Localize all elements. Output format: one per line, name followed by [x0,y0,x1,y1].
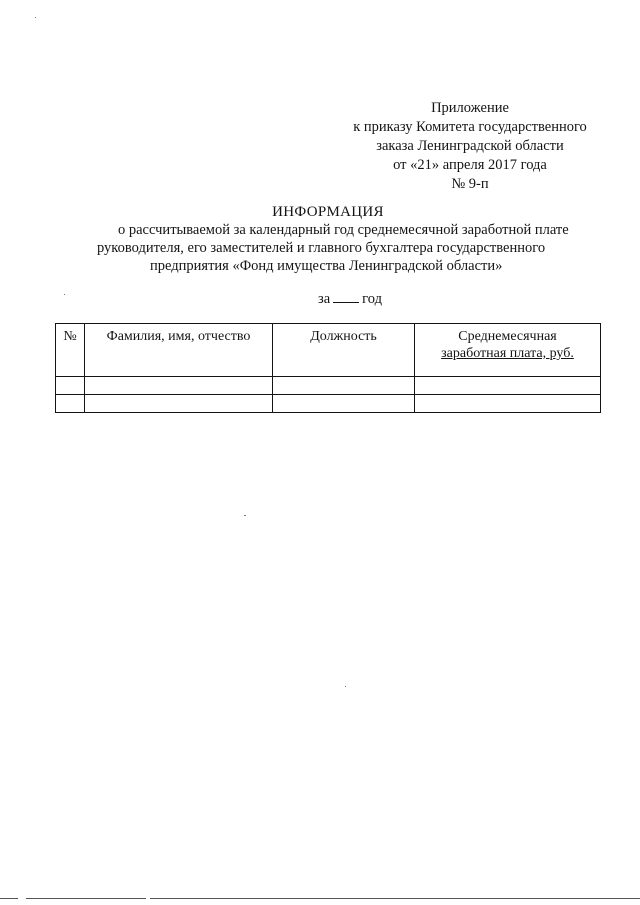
subtitle-line-1: о рассчитываемой за календарный год среднемесячной заработной плате [118,222,569,238]
header-number [56,324,85,377]
table-cell [85,377,273,395]
scan-edge-line [0,898,18,899]
table-cell [56,377,85,395]
table-cell [273,395,415,413]
table-row [56,377,601,395]
header-full-name-text: Фамилия, имя, отчество [106,329,251,344]
document-title: ИНФОРМАЦИЯ [272,204,384,220]
table-cell [273,377,415,395]
period-suffix: год [362,291,382,307]
order-date: от «21» апреля 2017 года [393,157,547,173]
header-position-text: Должность [310,329,377,344]
subtitle-line-2: руководителя, его заместителей и главного бухгалтера государственного [97,240,546,256]
scan-speck [345,686,346,687]
appendix-label: Приложение [431,100,509,116]
scan-edge-line [26,898,146,899]
table-cell [415,395,601,413]
header-salary-line-2: заработная плата, руб. [441,346,574,361]
header-salary-line-1: Среднемесячная [458,329,557,344]
scan-speck [35,17,36,18]
table-cell [415,377,601,395]
period-line [318,290,382,308]
salary-table [55,323,601,413]
scan-speck [244,515,246,516]
header-salary [415,324,601,377]
order-number: № 9-п [451,176,489,192]
scan-speck [64,294,65,295]
subtitle-line-3: предприятия «Фонд имущества Ленинградской области» [150,258,503,274]
table-cell [56,395,85,413]
header-full-name [85,324,273,377]
header-salary-text [415,324,600,362]
table-cell [85,395,273,413]
committee-name: заказа Ленинградской области [376,138,564,154]
header-number-text: № [63,329,77,344]
header-position [273,324,415,377]
table-row [56,395,601,413]
period-prefix: за [318,291,331,307]
scan-edge-line [150,898,640,899]
order-reference: к приказу Комитета государственного [353,119,587,135]
table-header-row [56,324,601,377]
year-blank [333,290,359,303]
